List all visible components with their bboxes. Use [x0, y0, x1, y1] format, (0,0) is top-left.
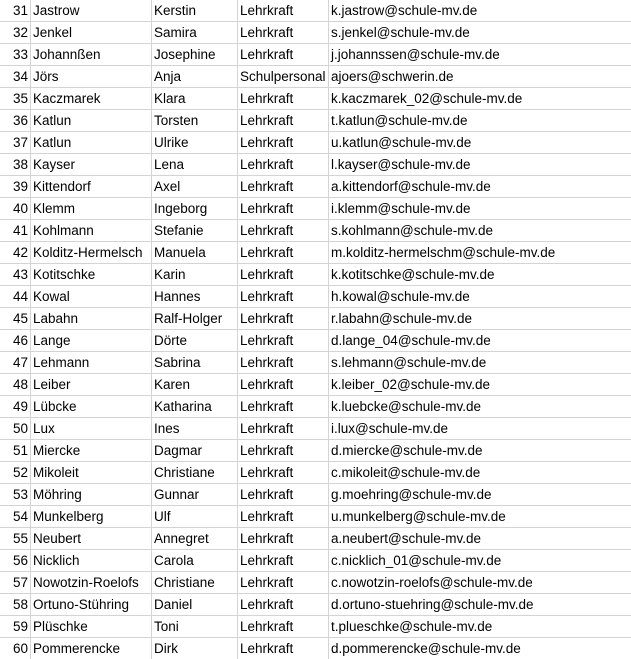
row-number-cell[interactable]: 37	[0, 132, 31, 154]
table-row	[0, 22, 631, 44]
role-cell[interactable]: Lehrkraft	[238, 330, 329, 352]
row-number-cell[interactable]: 41	[0, 220, 31, 242]
email-cell[interactable]: g.moehring@schule-mv.de	[329, 484, 631, 506]
role-cell[interactable]: Lehrkraft	[238, 506, 329, 528]
last-name-cell[interactable]: Nowotzin-Roelofs	[31, 572, 152, 594]
role-cell[interactable]: Lehrkraft	[238, 308, 329, 330]
role-cell[interactable]: Lehrkraft	[238, 440, 329, 462]
first-name-cell[interactable]: Carola	[152, 550, 238, 572]
table-row	[0, 638, 631, 659]
last-name-cell[interactable]: Nicklich	[31, 550, 152, 572]
last-name-cell[interactable]: Miercke	[31, 440, 152, 462]
role-cell[interactable]: Lehrkraft	[238, 264, 329, 286]
email-cell[interactable]: u.katlun@schule-mv.de	[329, 132, 631, 154]
role-cell[interactable]: Lehrkraft	[238, 22, 329, 44]
first-name-cell[interactable]: Toni	[152, 616, 238, 638]
table-row	[0, 220, 631, 242]
role-cell[interactable]: Lehrkraft	[238, 594, 329, 616]
row-number-cell[interactable]: 54	[0, 506, 31, 528]
table-row	[0, 462, 631, 484]
table-row	[0, 176, 631, 198]
first-name-cell[interactable]: Ines	[152, 418, 238, 440]
first-name-cell[interactable]: Anja	[152, 66, 238, 88]
first-name-cell[interactable]: Lena	[152, 154, 238, 176]
first-name-cell[interactable]: Samira	[152, 22, 238, 44]
email-cell[interactable]: ajoers@schwerin.de	[329, 66, 631, 88]
role-cell[interactable]: Lehrkraft	[238, 550, 329, 572]
first-name-cell[interactable]: Christiane	[152, 572, 238, 594]
last-name-cell[interactable]: Lehmann	[31, 352, 152, 374]
role-cell[interactable]: Lehrkraft	[238, 220, 329, 242]
email-cell[interactable]: i.lux@schule-mv.de	[329, 418, 631, 440]
table-row	[0, 66, 631, 88]
email-cell[interactable]: k.kotitschke@schule-mv.de	[329, 264, 631, 286]
row-number-cell[interactable]: 55	[0, 528, 31, 550]
first-name-cell[interactable]: Christiane	[152, 462, 238, 484]
last-name-cell[interactable]: Neubert	[31, 528, 152, 550]
row-number-cell[interactable]: 49	[0, 396, 31, 418]
email-cell[interactable]: l.kayser@schule-mv.de	[329, 154, 631, 176]
row-number-cell[interactable]: 35	[0, 88, 31, 110]
role-cell[interactable]: Lehrkraft	[238, 616, 329, 638]
last-name-cell[interactable]: Jenkel	[31, 22, 152, 44]
table-row	[0, 352, 631, 374]
first-name-cell[interactable]: Dörte	[152, 330, 238, 352]
table-row	[0, 198, 631, 220]
role-cell[interactable]: Lehrkraft	[238, 88, 329, 110]
row-number-cell[interactable]: 32	[0, 22, 31, 44]
table-row	[0, 440, 631, 462]
first-name-cell[interactable]: Hannes	[152, 286, 238, 308]
row-number-cell[interactable]: 39	[0, 176, 31, 198]
table-row	[0, 308, 631, 330]
email-cell[interactable]: t.plueschke@schule-mv.de	[329, 616, 631, 638]
table-row	[0, 374, 631, 396]
row-number-cell[interactable]: 46	[0, 330, 31, 352]
row-number-cell[interactable]: 47	[0, 352, 31, 374]
row-number-cell[interactable]: 38	[0, 154, 31, 176]
email-cell[interactable]: d.ortuno-stuehring@schule-mv.de	[329, 594, 631, 616]
first-name-cell[interactable]: Annegret	[152, 528, 238, 550]
row-number-cell[interactable]: 53	[0, 484, 31, 506]
table-row	[0, 88, 631, 110]
role-cell[interactable]: Lehrkraft	[238, 572, 329, 594]
table-row	[0, 132, 631, 154]
first-name-cell[interactable]: Axel	[152, 176, 238, 198]
last-name-cell[interactable]: Labahn	[31, 308, 152, 330]
table-row	[0, 286, 631, 308]
first-name-cell[interactable]: Katharina	[152, 396, 238, 418]
row-number-cell[interactable]: 52	[0, 462, 31, 484]
row-number-cell[interactable]: 45	[0, 308, 31, 330]
last-name-cell[interactable]: Katlun	[31, 132, 152, 154]
row-number-cell[interactable]: 43	[0, 264, 31, 286]
last-name-cell[interactable]: Kohlmann	[31, 220, 152, 242]
role-cell[interactable]: Lehrkraft	[238, 528, 329, 550]
role-cell[interactable]: Lehrkraft	[238, 352, 329, 374]
email-cell[interactable]: c.nowotzin-roelofs@schule-mv.de	[329, 572, 631, 594]
role-cell[interactable]: Lehrkraft	[238, 0, 329, 22]
email-cell[interactable]: s.jenkel@schule-mv.de	[329, 22, 631, 44]
email-cell[interactable]: t.katlun@schule-mv.de	[329, 110, 631, 132]
first-name-cell[interactable]: Dirk	[152, 638, 238, 659]
role-cell[interactable]: Lehrkraft	[238, 396, 329, 418]
email-cell[interactable]: u.munkelberg@schule-mv.de	[329, 506, 631, 528]
first-name-cell[interactable]: Ulf	[152, 506, 238, 528]
first-name-cell[interactable]: Ingeborg	[152, 198, 238, 220]
role-cell[interactable]: Lehrkraft	[238, 462, 329, 484]
role-cell[interactable]: Schulpersonal	[238, 66, 329, 88]
table-row	[0, 154, 631, 176]
last-name-cell[interactable]: Kaczmarek	[31, 88, 152, 110]
table-row	[0, 594, 631, 616]
table-row	[0, 484, 631, 506]
first-name-cell[interactable]: Ulrike	[152, 132, 238, 154]
email-cell[interactable]: s.lehmann@schule-mv.de	[329, 352, 631, 374]
role-cell[interactable]: Lehrkraft	[238, 154, 329, 176]
table-row	[0, 0, 631, 22]
row-number-cell[interactable]: 33	[0, 44, 31, 66]
email-cell[interactable]: c.mikoleit@schule-mv.de	[329, 462, 631, 484]
email-cell[interactable]: m.kolditz-hermelschm@schule-mv.de	[329, 242, 631, 264]
last-name-cell[interactable]: Möhring	[31, 484, 152, 506]
row-number-cell[interactable]: 57	[0, 572, 31, 594]
row-number-cell[interactable]: 50	[0, 418, 31, 440]
last-name-cell[interactable]: Kolditz-Hermelsch	[31, 242, 152, 264]
last-name-cell[interactable]: Munkelberg	[31, 506, 152, 528]
last-name-cell[interactable]: Lübcke	[31, 396, 152, 418]
first-name-cell[interactable]: Daniel	[152, 594, 238, 616]
row-number-cell[interactable]: 59	[0, 616, 31, 638]
email-cell[interactable]: i.klemm@schule-mv.de	[329, 198, 631, 220]
row-number-cell[interactable]: 34	[0, 66, 31, 88]
last-name-cell[interactable]: Lux	[31, 418, 152, 440]
last-name-cell[interactable]: Kowal	[31, 286, 152, 308]
last-name-cell[interactable]: Lange	[31, 330, 152, 352]
last-name-cell[interactable]: Klemm	[31, 198, 152, 220]
row-number-cell[interactable]: 58	[0, 594, 31, 616]
email-cell[interactable]: s.kohlmann@schule-mv.de	[329, 220, 631, 242]
role-cell[interactable]: Lehrkraft	[238, 484, 329, 506]
email-cell[interactable]: h.kowal@schule-mv.de	[329, 286, 631, 308]
last-name-cell[interactable]: Johannßen	[31, 44, 152, 66]
role-cell[interactable]: Lehrkraft	[238, 638, 329, 659]
row-number-cell[interactable]: 31	[0, 0, 31, 22]
first-name-cell[interactable]: Manuela	[152, 242, 238, 264]
email-cell[interactable]: d.lange_04@schule-mv.de	[329, 330, 631, 352]
email-cell[interactable]: a.neubert@schule-mv.de	[329, 528, 631, 550]
email-cell[interactable]: c.nicklich_01@schule-mv.de	[329, 550, 631, 572]
table-row	[0, 616, 631, 638]
first-name-cell[interactable]: Karin	[152, 264, 238, 286]
last-name-cell[interactable]: Pommerencke	[31, 638, 152, 659]
row-number-cell[interactable]: 44	[0, 286, 31, 308]
email-cell[interactable]: d.pommerencke@schule-mv.de	[329, 638, 631, 659]
role-cell[interactable]: Lehrkraft	[238, 44, 329, 66]
email-cell[interactable]: a.kittendorf@schule-mv.de	[329, 176, 631, 198]
role-cell[interactable]: Lehrkraft	[238, 176, 329, 198]
row-number-cell[interactable]: 51	[0, 440, 31, 462]
last-name-cell[interactable]: Jastrow	[31, 0, 152, 22]
last-name-cell[interactable]: Jörs	[31, 66, 152, 88]
row-number-cell[interactable]: 36	[0, 110, 31, 132]
role-cell[interactable]: Lehrkraft	[238, 242, 329, 264]
first-name-cell[interactable]: Stefanie	[152, 220, 238, 242]
row-number-cell[interactable]: 40	[0, 198, 31, 220]
email-cell[interactable]: j.johannssen@schule-mv.de	[329, 44, 631, 66]
role-cell[interactable]: Lehrkraft	[238, 418, 329, 440]
first-name-cell[interactable]: Karen	[152, 374, 238, 396]
table-row	[0, 264, 631, 286]
row-number-cell[interactable]: 48	[0, 374, 31, 396]
table-row	[0, 330, 631, 352]
last-name-cell[interactable]: Ortuno-Stühring	[31, 594, 152, 616]
first-name-cell[interactable]: Kerstin	[152, 0, 238, 22]
row-number-cell[interactable]: 42	[0, 242, 31, 264]
row-number-cell[interactable]: 56	[0, 550, 31, 572]
first-name-cell[interactable]: Josephine	[152, 44, 238, 66]
email-cell[interactable]: k.kaczmarek_02@schule-mv.de	[329, 88, 631, 110]
last-name-cell[interactable]: Katlun	[31, 110, 152, 132]
role-cell[interactable]: Lehrkraft	[238, 198, 329, 220]
table-row	[0, 110, 631, 132]
table-row	[0, 242, 631, 264]
table-row	[0, 418, 631, 440]
email-cell[interactable]: d.miercke@schule-mv.de	[329, 440, 631, 462]
first-name-cell[interactable]: Torsten	[152, 110, 238, 132]
role-cell[interactable]: Lehrkraft	[238, 286, 329, 308]
email-cell[interactable]: r.labahn@schule-mv.de	[329, 308, 631, 330]
table-row	[0, 528, 631, 550]
first-name-cell[interactable]: Dagmar	[152, 440, 238, 462]
last-name-cell[interactable]: Kotitschke	[31, 264, 152, 286]
role-cell[interactable]: Lehrkraft	[238, 110, 329, 132]
role-cell[interactable]: Lehrkraft	[238, 132, 329, 154]
first-name-cell[interactable]: Klara	[152, 88, 238, 110]
email-cell[interactable]: k.luebcke@schule-mv.de	[329, 396, 631, 418]
table-row	[0, 396, 631, 418]
table-row	[0, 550, 631, 572]
table-row	[0, 572, 631, 594]
last-name-cell[interactable]: Leiber	[31, 374, 152, 396]
table-row	[0, 506, 631, 528]
last-name-cell[interactable]: Plüschke	[31, 616, 152, 638]
first-name-cell[interactable]: Gunnar	[152, 484, 238, 506]
email-cell[interactable]: k.jastrow@schule-mv.de	[329, 0, 631, 22]
email-cell[interactable]: k.leiber_02@schule-mv.de	[329, 374, 631, 396]
last-name-cell[interactable]: Mikoleit	[31, 462, 152, 484]
table-row	[0, 44, 631, 66]
role-cell[interactable]: Lehrkraft	[238, 374, 329, 396]
first-name-cell[interactable]: Ralf-Holger	[152, 308, 238, 330]
last-name-cell[interactable]: Kittendorf	[31, 176, 152, 198]
last-name-cell[interactable]: Kayser	[31, 154, 152, 176]
first-name-cell[interactable]: Sabrina	[152, 352, 238, 374]
row-number-cell[interactable]: 60	[0, 638, 31, 659]
